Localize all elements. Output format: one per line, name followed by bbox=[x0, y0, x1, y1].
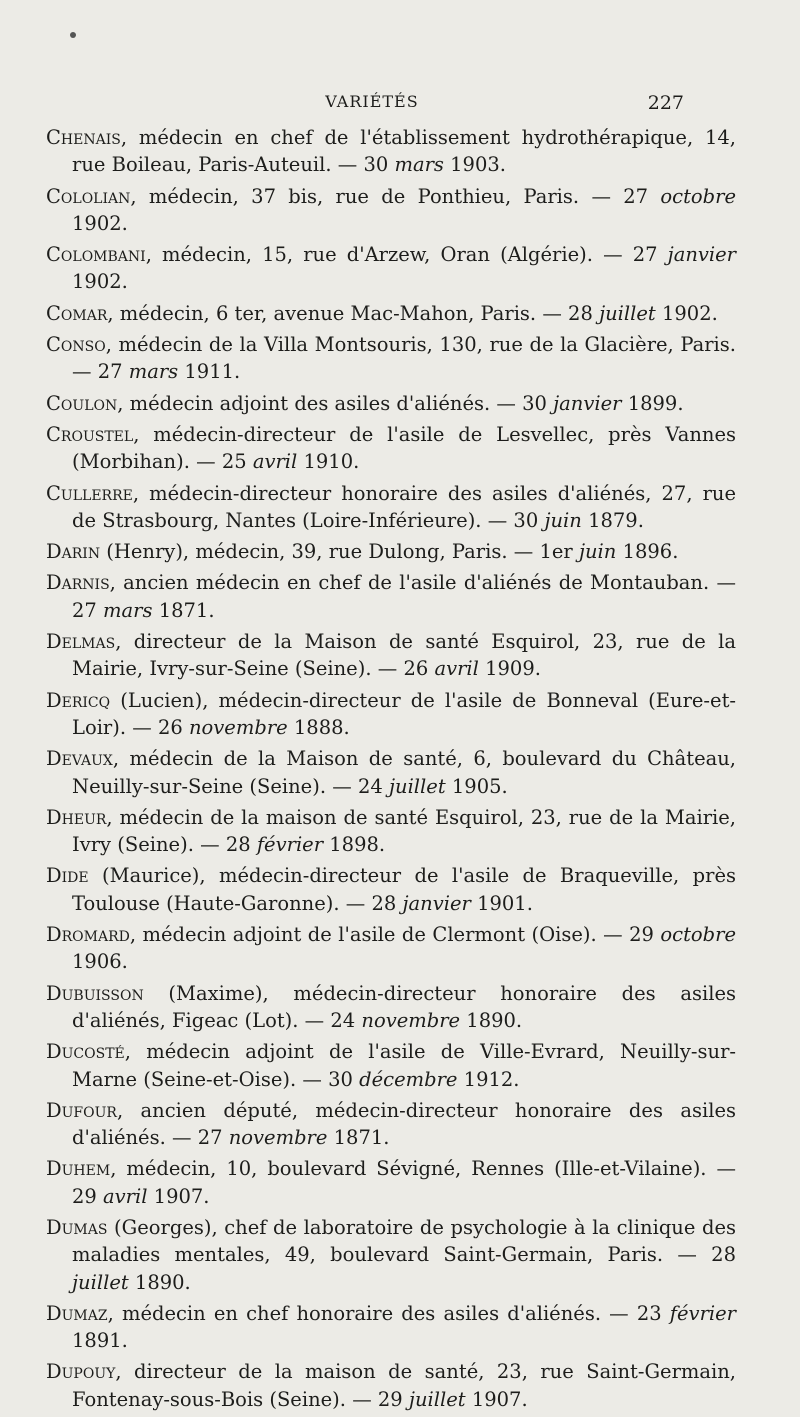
entry-name: Dheur bbox=[46, 805, 107, 829]
entry-text: , médecin de la Villa Montsouris, 130, rue de la Glacière, Paris. — bbox=[72, 333, 736, 384]
list-item bbox=[46, 980, 736, 1035]
entry-date-month: juillet bbox=[599, 301, 656, 325]
entry-text: , médecin en chef de l'établissement hydrothérapique, 14, rue Boileau, Paris-Auteuil. — bbox=[72, 126, 736, 177]
entry-date-year: 1871. bbox=[158, 598, 215, 622]
entry-name: Delmas bbox=[46, 630, 116, 654]
entry-text: , médecin adjoint de l'asile de Clermont (Oise). — bbox=[129, 923, 630, 947]
ink-dot bbox=[70, 32, 76, 38]
entry-name: Chenais bbox=[46, 126, 121, 149]
entry-date-month: octobre bbox=[660, 923, 736, 947]
entry-date-month: février bbox=[669, 1301, 736, 1325]
entry-date-month: janvier bbox=[667, 243, 737, 267]
entry-date-year: 1907. bbox=[471, 1387, 528, 1411]
entry-date-year: 1879. bbox=[588, 508, 644, 532]
list-item bbox=[46, 1214, 736, 1296]
entry-date-month: novembre bbox=[361, 1008, 461, 1032]
entry-date-month: octobre bbox=[660, 184, 737, 208]
list-item bbox=[46, 331, 736, 386]
entry-text: , médecin, 15, rue d'Arzew, Oran (Algérie). — bbox=[145, 243, 633, 267]
entry-text: , médecin en chef honoraire des asiles d'aliénés. — bbox=[107, 1301, 637, 1325]
entry-date-day: 26 bbox=[157, 715, 183, 739]
entry-name: Darnis bbox=[46, 571, 110, 595]
entry-name: Cullerre bbox=[46, 481, 133, 505]
entry-date-day: 26 bbox=[403, 657, 429, 681]
entry-name: Duhem bbox=[46, 1157, 111, 1181]
entry-date-month: janvier bbox=[553, 391, 622, 415]
list-item bbox=[46, 1155, 736, 1210]
entry-name: Dericq bbox=[46, 688, 111, 712]
entry-date-year: 1905. bbox=[451, 774, 508, 798]
entry-date-year: 1890. bbox=[466, 1008, 523, 1032]
entry-text: , ancien médecin en chef de l'asile d'aliénés de Montauban. — bbox=[109, 571, 736, 595]
list-item bbox=[46, 183, 736, 238]
entry-date-day: 30 bbox=[522, 391, 547, 415]
entry-date-day: 29 bbox=[629, 923, 654, 947]
entry-date-month: juillet bbox=[388, 774, 446, 798]
entry-text: (Maurice), médecin-directeur de l'asile de Braqueville, près Toulouse (Haute-Garonne). — bbox=[72, 864, 736, 915]
entry-name: Cololian bbox=[46, 184, 131, 208]
entry-date-year: 1902. bbox=[72, 270, 128, 294]
entry-text: (Lucien), médecin-directeur de l'asile de Bonneval (Eure-et-Loir). — bbox=[72, 688, 736, 739]
entry-date-year: 1907. bbox=[153, 1184, 210, 1208]
entry-date-year: 1901. bbox=[477, 891, 533, 915]
entry-date-day: 30 bbox=[328, 1067, 353, 1091]
entry-date-month: avril bbox=[103, 1184, 148, 1208]
entry-text: (Maxime), médecin-directeur honoraire des asiles d'aliénés, Figeac (Lot). — bbox=[72, 981, 736, 1032]
entry-name: Colombani bbox=[46, 243, 146, 267]
list-item bbox=[46, 300, 736, 327]
entry-name: Devaux bbox=[46, 747, 113, 771]
entry-date-day: 30 bbox=[513, 508, 539, 532]
entry-date-day: 28 bbox=[225, 833, 251, 857]
entry-date-year: 1909. bbox=[485, 657, 541, 681]
entry-name: Croustel bbox=[46, 422, 134, 446]
entry-date-year: 1888. bbox=[293, 715, 350, 739]
entry-date-year: 1912. bbox=[463, 1067, 520, 1091]
entry-text: , médecin de la Maison de santé, 6, boulevard du Château, Neuilly-sur-Seine (Seine). — bbox=[72, 747, 736, 798]
entry-text: , médecin adjoint des asiles d'aliénés. — bbox=[117, 391, 523, 415]
entry-name: Dumas bbox=[46, 1215, 108, 1239]
entry-date-year: 1910. bbox=[303, 450, 360, 474]
entry-date-month: janvier bbox=[402, 891, 471, 915]
entry-date-month: avril bbox=[434, 657, 479, 681]
list-item bbox=[46, 1097, 736, 1152]
page-header bbox=[60, 92, 684, 116]
entry-date-year: 1902. bbox=[661, 301, 718, 325]
entry-date-year: 1903. bbox=[450, 153, 506, 177]
entry-date-year: 1871. bbox=[333, 1126, 390, 1150]
entry-text: , ancien député, médecin-directeur honoraire des asiles d'aliénés. — bbox=[72, 1098, 736, 1150]
entry-date-month: juillet bbox=[72, 1270, 129, 1294]
entry-date-year: 1898. bbox=[329, 833, 386, 857]
entry-date-day: 27 bbox=[72, 598, 97, 622]
entry-date-year: 1891. bbox=[72, 1329, 128, 1353]
entry-date-day: 27 bbox=[632, 243, 658, 267]
entry-date-day: 27 bbox=[197, 1126, 223, 1150]
entry-name: Dupouy bbox=[46, 1360, 116, 1384]
entry-date-day: 25 bbox=[221, 450, 247, 474]
entry-date-month: décembre bbox=[359, 1067, 458, 1091]
entry-date-month: novembre bbox=[188, 715, 288, 739]
entry-text: , médecin, 6 ter, avenue Mac-Mahon, Paris. — bbox=[107, 301, 569, 325]
list-item bbox=[46, 421, 736, 476]
list-item bbox=[46, 862, 736, 917]
list-item bbox=[46, 1038, 736, 1093]
entry-date-year: 1906. bbox=[72, 950, 128, 974]
entry-date-day: 24 bbox=[357, 774, 383, 798]
entry-date-day: 28 bbox=[568, 301, 593, 325]
list-item bbox=[46, 124, 736, 179]
entry-name: Dide bbox=[46, 864, 89, 888]
entry-text: , directeur de la maison de santé, 23, rue Saint-Germain, Fontenay-sous-Bois (Seine). — bbox=[72, 1360, 736, 1411]
running-title: VARIÉTÉS bbox=[325, 92, 419, 111]
list-item bbox=[46, 538, 736, 565]
list-item bbox=[46, 745, 736, 800]
entry-date-year: 1902. bbox=[72, 211, 128, 235]
entry-date-month: novembre bbox=[228, 1126, 328, 1150]
entry-date-day: 28 bbox=[371, 891, 397, 915]
list-item bbox=[46, 1300, 736, 1355]
entry-text: , médecin, 10, boulevard Sévigné, Rennes (Ille-et-Vilaine). — bbox=[110, 1157, 736, 1181]
list-item bbox=[46, 1358, 736, 1413]
page-number: 227 bbox=[647, 92, 684, 114]
entry-name: Conso bbox=[46, 333, 106, 357]
entry-date-year: 1899. bbox=[627, 391, 684, 415]
entry-name: Dumaz bbox=[46, 1301, 108, 1325]
entry-text: (Georges), chef de laboratoire de psychologie à la clinique des maladies mentales, 49, boulevard Saint-Germain, Paris. — bbox=[72, 1215, 736, 1267]
entry-name: Ducosté bbox=[46, 1040, 125, 1064]
entry-date-month: mars bbox=[394, 153, 444, 177]
list-item bbox=[46, 687, 736, 742]
entry-name: Dromard bbox=[46, 923, 130, 947]
entry-date-day: 23 bbox=[636, 1301, 662, 1325]
entry-date-month: avril bbox=[252, 450, 298, 474]
list-item bbox=[46, 628, 736, 683]
entry-date-day: 1er bbox=[539, 540, 573, 564]
entry-date-month: juin bbox=[578, 540, 617, 564]
entry-date-day: 28 bbox=[711, 1243, 736, 1267]
entry-date-year: 1890. bbox=[134, 1270, 191, 1294]
entry-date-month: juillet bbox=[408, 1387, 466, 1411]
entry-date-day: 27 bbox=[97, 360, 123, 384]
entry-date-month: mars bbox=[103, 598, 153, 622]
list-item bbox=[46, 804, 736, 859]
entry-date-day: 27 bbox=[623, 184, 649, 208]
entry-name: Dubuisson bbox=[46, 981, 144, 1005]
entry-date-day: 29 bbox=[72, 1184, 97, 1208]
list-item bbox=[46, 390, 736, 417]
entry-name: Coulon bbox=[46, 391, 118, 415]
entry-date-day: 29 bbox=[377, 1387, 403, 1411]
list-item bbox=[46, 569, 736, 624]
entry-text: , médecin adjoint de l'asile de Ville-Evrard, Neuilly-sur-Marne (Seine-et-Oise). — bbox=[72, 1040, 736, 1091]
entry-date-day: 24 bbox=[330, 1008, 356, 1032]
entry-text: , médecin, 37 bis, rue de Ponthieu, Paris. — bbox=[130, 184, 624, 208]
entry-date-year: 1911. bbox=[184, 360, 241, 384]
entry-text: , médecin de la maison de santé Esquirol, 23, rue de la Mairie, Ivry (Seine). — bbox=[72, 805, 736, 857]
list-item bbox=[46, 241, 736, 296]
entry-text: (Henry), médecin, 39, rue Dulong, Paris. — bbox=[100, 540, 540, 564]
entry-list bbox=[46, 124, 736, 1417]
list-item bbox=[46, 480, 736, 535]
entry-text: , directeur de la Maison de santé Esquirol, 23, rue de la Mairie, Ivry-sur-Seine (Seine). — bbox=[72, 630, 736, 681]
entry-name: Comar bbox=[46, 301, 108, 325]
entry-date-day: 30 bbox=[363, 153, 389, 177]
entry-date-year: 1896. bbox=[622, 540, 679, 564]
entry-text: , médecin-directeur de l'asile de Lesvellec, près Vannes (Morbihan). — bbox=[72, 422, 736, 474]
entry-date-month: février bbox=[256, 833, 324, 857]
entry-text: , médecin-directeur honoraire des asiles d'aliénés, 27, rue de Strasbourg, Nantes (Loire-Inférieure). — bbox=[72, 481, 736, 532]
entry-name: Dufour bbox=[46, 1098, 117, 1122]
list-item bbox=[46, 921, 736, 976]
entry-name: Darin bbox=[46, 540, 101, 564]
entry-date-month: mars bbox=[128, 360, 179, 384]
entry-date-month: juin bbox=[544, 508, 582, 532]
